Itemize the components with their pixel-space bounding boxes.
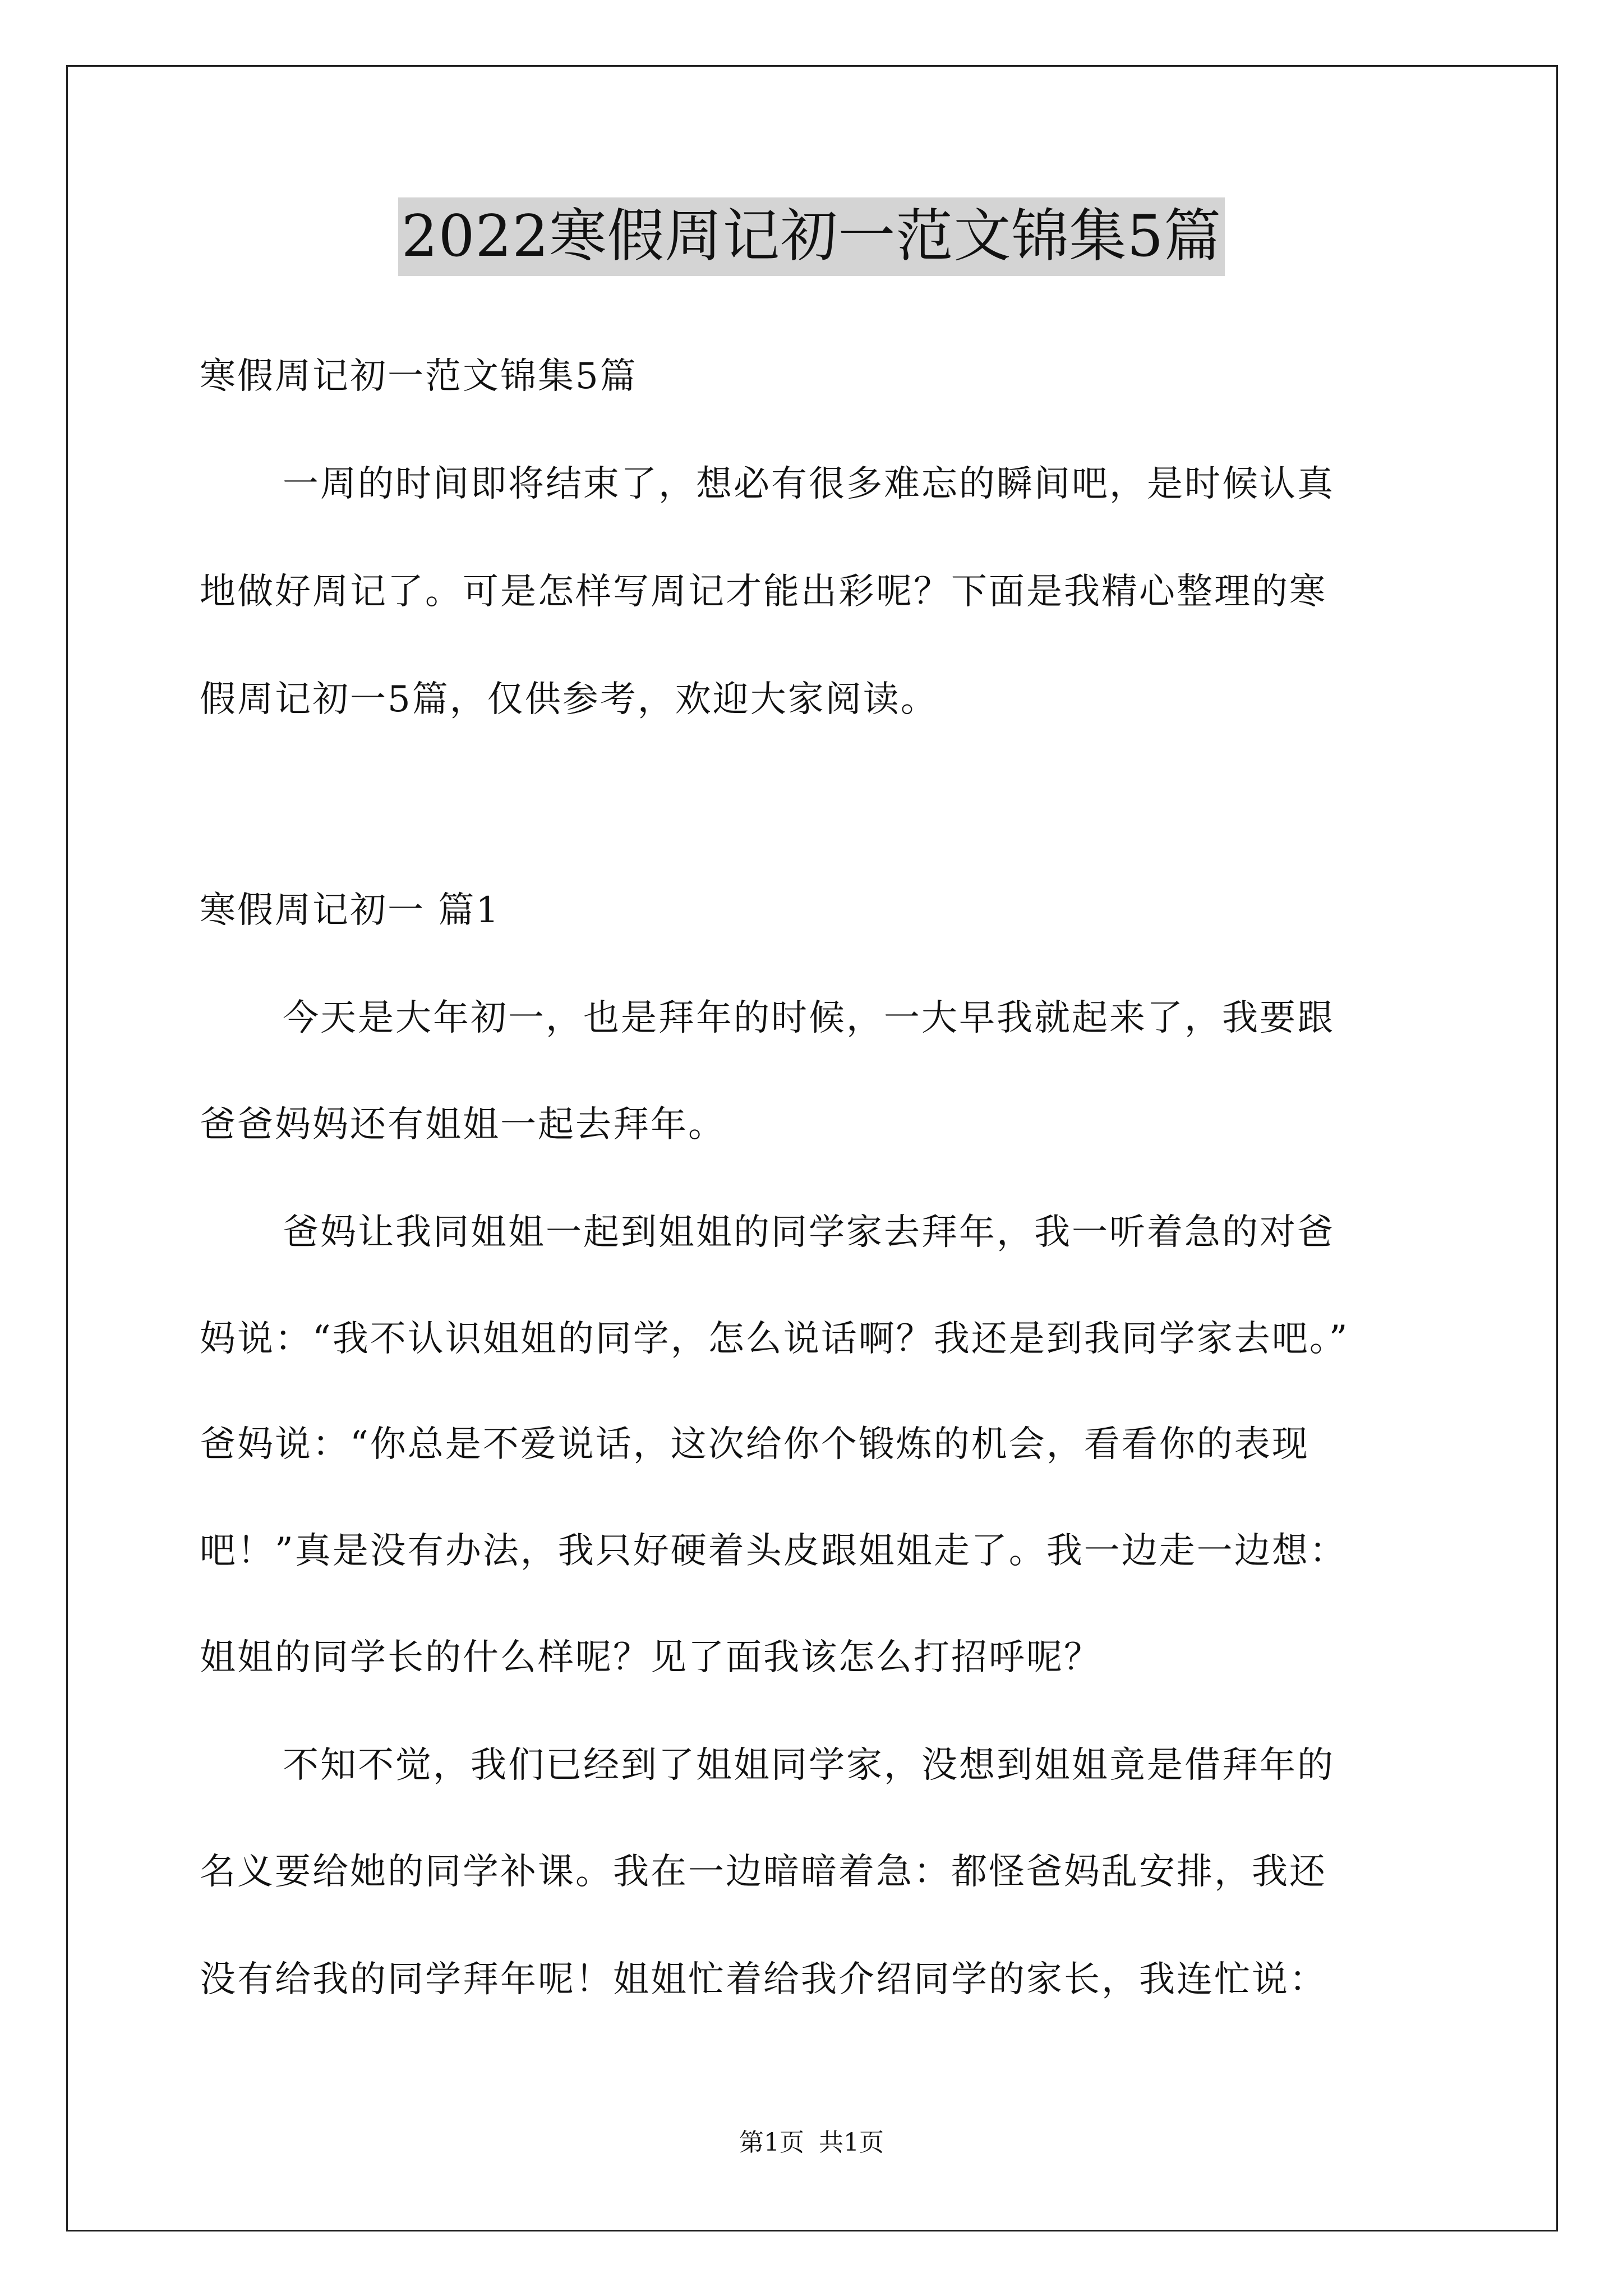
document-subtitle: 寒假周记初一范文锦集5篇	[200, 356, 638, 397]
intro-paragraph-line: 一周的时间即将结束了，想必有很多难忘的瞬间吧，是时候认真	[283, 463, 1335, 505]
body-paragraph-line: 名义要给她的同学补课。我在一边暗暗着急：都怪爸妈乱安排，我还	[200, 1851, 1327, 1893]
body-paragraph-line: 没有给我的同学拜年呢！姐姐忙着给我介绍同学的家长，我连忙说：	[200, 1959, 1327, 2000]
document-title: 2022寒假周记初一范文锦集5篇	[398, 197, 1225, 276]
body-paragraph-line: 爸妈让我同姐姐一起到姐姐的同学家去拜年，我一听着急的对爸	[283, 1212, 1335, 1253]
page-total: 共1页	[819, 2128, 884, 2157]
body-paragraph-line: 不知不觉，我们已经到了姐姐同学家，没想到姐姐竟是借拜年的	[283, 1745, 1335, 1786]
body-paragraph-line: 今天是大年初一，也是拜年的时候，一大早我就起来了，我要跟	[283, 997, 1335, 1039]
title-container	[0, 197, 1623, 276]
page-footer	[0, 2126, 1623, 2160]
page-number: 第1页	[739, 2128, 804, 2157]
body-paragraph-line: 爸爸妈妈还有姐姐一起去拜年。	[200, 1104, 726, 1145]
intro-paragraph-line: 假周记初一5篇，仅供参考，欢迎大家阅读。	[200, 679, 938, 720]
intro-paragraph-line: 地做好周记了。可是怎样写周记才能出彩呢？下面是我精心整理的寒	[200, 571, 1327, 613]
body-paragraph-line: 妈说：“我不认识姐姐的同学，怎么说话啊？我还是到我同学家去吧。”	[200, 1318, 1349, 1360]
body-paragraph-line: 爸妈说：“你总是不爱说话，这次给你个锻炼的机会，看看你的表现	[200, 1424, 1310, 1465]
body-paragraph-line: 姐姐的同学长的什么样呢？见了面我该怎么打招呼呢？	[200, 1637, 1101, 1678]
section-heading: 寒假周记初一 篇1	[200, 890, 501, 931]
body-paragraph-line: 吧！”真是没有办法，我只好硬着头皮跟姐姐走了。我一边走一边想：	[200, 1530, 1347, 1572]
